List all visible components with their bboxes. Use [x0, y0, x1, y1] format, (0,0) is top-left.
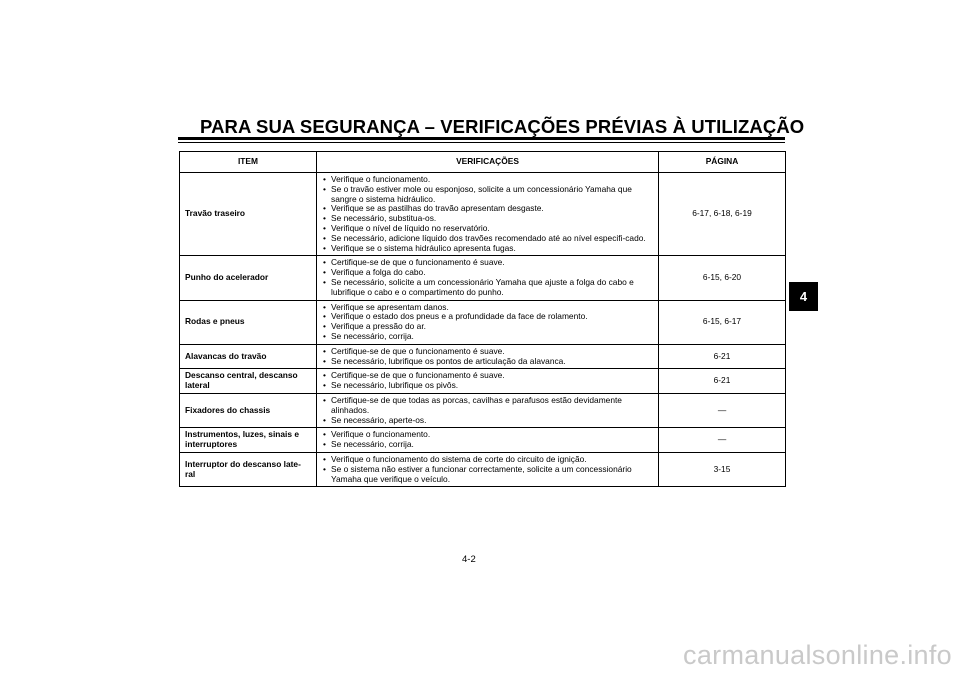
row-checks [317, 452, 659, 486]
table-row [180, 393, 786, 427]
check-item: • Verifique o funcionamento do sistema de corte do circuito de ignição. [322, 455, 653, 465]
row-page: 6-15, 6-20 [659, 256, 786, 300]
check-item: • Verifique o nível de líquido no reservatório. [322, 224, 653, 234]
table-row [180, 256, 786, 300]
row-item: Descanso central, descanso lateral [180, 369, 317, 394]
table-header-row [180, 152, 786, 173]
check-item: • Certifique-se de que o funcionamento é suave. [322, 371, 653, 381]
check-item: • Se necessário, solicite a um concessionário Yamaha que ajuste a folga do cabo e lubrifique o cabo e o compartimento do punho. [322, 278, 653, 298]
title-rule-thick [178, 137, 785, 140]
check-item: • Se necessário, adicione líquido dos travões recomendado até ao nível especifi-cado. [322, 234, 653, 244]
check-item: • Se necessário, lubrifique os pontos de articulação da alavanca. [322, 357, 653, 367]
row-item: Punho do acelerador [180, 256, 317, 300]
row-page: 6-21 [659, 344, 786, 369]
check-item: • Se o sistema não estiver a funcionar correctamente, solicite a um concessionário Yamaha que verifique o veículo. [322, 465, 653, 485]
row-checks [317, 428, 659, 453]
title-rule-thin [178, 142, 785, 143]
row-checks [317, 300, 659, 344]
row-checks [317, 173, 659, 256]
row-item: Travão traseiro [180, 173, 317, 256]
check-item: • Se necessário, corrija. [322, 332, 653, 342]
page-number: 4-2 [462, 554, 476, 565]
check-item: • Verifique a pressão do ar. [322, 322, 653, 332]
row-checks [317, 393, 659, 427]
table-row [180, 452, 786, 486]
row-item: Rodas e pneus [180, 300, 317, 344]
check-item: • Verifique se o sistema hidráulico apresenta fugas. [322, 244, 653, 254]
header-page: PÁGINA [659, 152, 786, 173]
row-item: Interruptor do descanso late-ral [180, 452, 317, 486]
header-item: ITEM [180, 152, 317, 173]
table-row [180, 428, 786, 453]
pre-operation-checks-table [179, 151, 786, 487]
row-page: — [659, 428, 786, 453]
row-page: 3-15 [659, 452, 786, 486]
row-page: 6-21 [659, 369, 786, 394]
check-item: • Verifique se as pastilhas do travão apresentam desgaste. [322, 204, 653, 214]
row-page: 6-17, 6-18, 6-19 [659, 173, 786, 256]
table-row [180, 300, 786, 344]
check-item: • Certifique-se de que o funcionamento é suave. [322, 258, 653, 268]
check-item: • Verifique o funcionamento. [322, 175, 653, 185]
table-row [180, 344, 786, 369]
check-item: • Se o travão estiver mole ou esponjoso, solicite a um concessionário Yamaha que sangre o sistema hidráulico. [322, 185, 653, 205]
row-page: 6-15, 6-17 [659, 300, 786, 344]
row-page: — [659, 393, 786, 427]
check-item: • Certifique-se de que o funcionamento é suave. [322, 347, 653, 357]
check-item: • Se necessário, corrija. [322, 440, 653, 450]
check-item: • Verifique se apresentam danos. [322, 303, 653, 313]
chapter-tab: 4 [789, 282, 818, 311]
table-row [180, 369, 786, 394]
watermark: carmanualsonline.info [683, 640, 952, 670]
check-item: • Verifique a folga do cabo. [322, 268, 653, 278]
check-item: • Verifique o funcionamento. [322, 430, 653, 440]
row-item: Alavancas do travão [180, 344, 317, 369]
check-item: • Certifique-se de que todas as porcas, cavilhas e parafusos estão devidamente alinhados. [322, 396, 653, 416]
check-item: • Verifique o estado dos pneus e a profundidade da face de rolamento. [322, 312, 653, 322]
check-item: • Se necessário, substitua-os. [322, 214, 653, 224]
row-checks [317, 344, 659, 369]
row-item: Fixadores do chassis [180, 393, 317, 427]
page-title: PARA SUA SEGURANÇA – VERIFICAÇÕES PRÉVIAS À UTILIZAÇÃO [200, 116, 805, 137]
table-row [180, 173, 786, 256]
header-checks: VERIFICAÇÕES [317, 152, 659, 173]
check-item: • Se necessário, aperte-os. [322, 416, 653, 426]
row-item: Instrumentos, luzes, sinais e interruptores [180, 428, 317, 453]
row-checks [317, 369, 659, 394]
row-checks [317, 256, 659, 300]
check-item: • Se necessário, lubrifique os pivôs. [322, 381, 653, 391]
